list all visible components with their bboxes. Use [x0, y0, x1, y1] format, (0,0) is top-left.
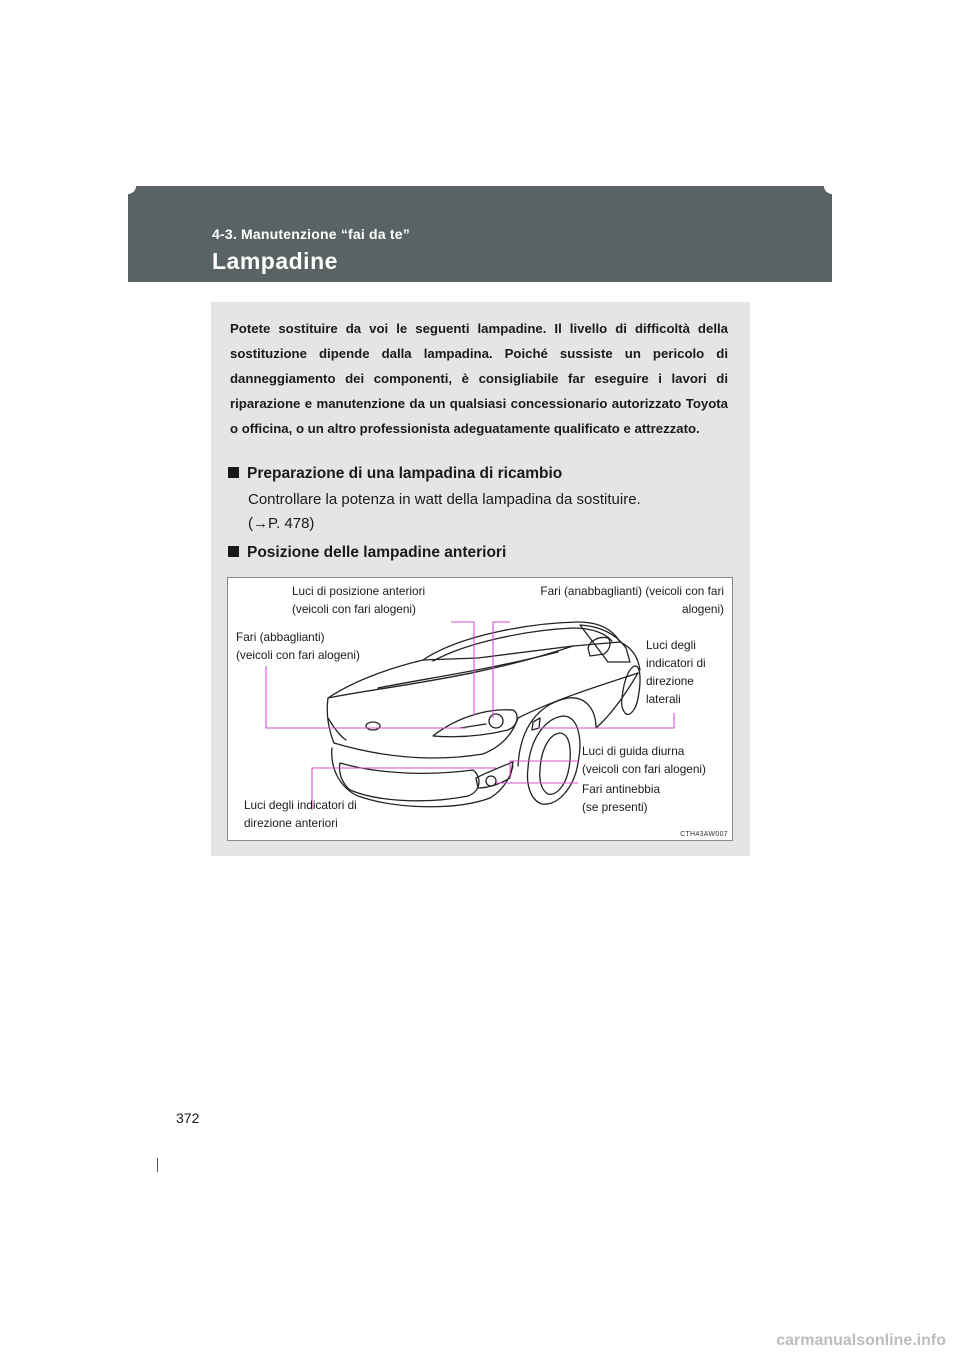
section-label: 4-3. Manutenzione “fai da te”	[212, 226, 410, 242]
callout-high-beam: Fari (abbaglianti) (veicoli con fari alogeni)	[236, 630, 360, 662]
callout-drl: Luci di guida diurna (veicoli con fari alogeni)	[582, 744, 706, 776]
chapter-header	[128, 186, 832, 282]
margin-tick	[157, 1158, 158, 1172]
heading-replacement-bulb	[228, 465, 562, 483]
replacement-bulb-text	[248, 488, 738, 536]
callout-position-lights: Luci di posizione anteriori (veicoli con fari alogeni)	[292, 584, 426, 616]
square-bullet-icon	[228, 467, 239, 478]
callout-fog: Fari antinebbia (se presenti)	[582, 782, 661, 814]
heading-replacement-bulb-text: Preparazione di una lampadina di ricambio	[247, 465, 563, 482]
callout-side-turn: Luci degli indicatori di direzione laterali	[646, 638, 706, 706]
front-bulbs-figure	[227, 577, 733, 841]
replacement-bulb-line1: Controllare la potenza in watt della lampadina da sostituire.	[248, 491, 641, 508]
figure-code: CTH43AW007	[680, 831, 728, 838]
heading-front-bulbs-text: Posizione delle lampadine anteriori	[247, 544, 507, 561]
heading-front-bulbs	[228, 544, 506, 562]
intro-paragraph: Potete sostituire da voi le seguenti lampadine. Il livello di difficoltà della sostituzione dipende dalla lampadina. Poiché sussiste un pericolo di danneggiamento dei componenti, è consigliabile far eseguire i lavori di riparazione e manutenzione da un qualsiasi concessionario autorizzato Toyota o officina, o un altro professionista adeguatamente qualificato e attrezzato.	[230, 321, 728, 436]
page-reference-link[interactable]: (→P. 478)	[248, 515, 315, 532]
callout-front-turn: Luci degli indicatori di direzione anteriori	[244, 798, 357, 830]
callout-low-beam: Fari (anabbaglianti) (veicoli con fari alogeni)	[540, 584, 724, 616]
watermark: carmanualsonline.info	[776, 1332, 946, 1349]
header-corner-left	[128, 186, 136, 194]
page-title: Lampadine	[212, 248, 338, 274]
content-panel	[211, 302, 750, 856]
page-number: 372	[176, 1110, 200, 1126]
square-bullet-icon	[228, 546, 239, 557]
header-corner-right	[824, 186, 832, 194]
